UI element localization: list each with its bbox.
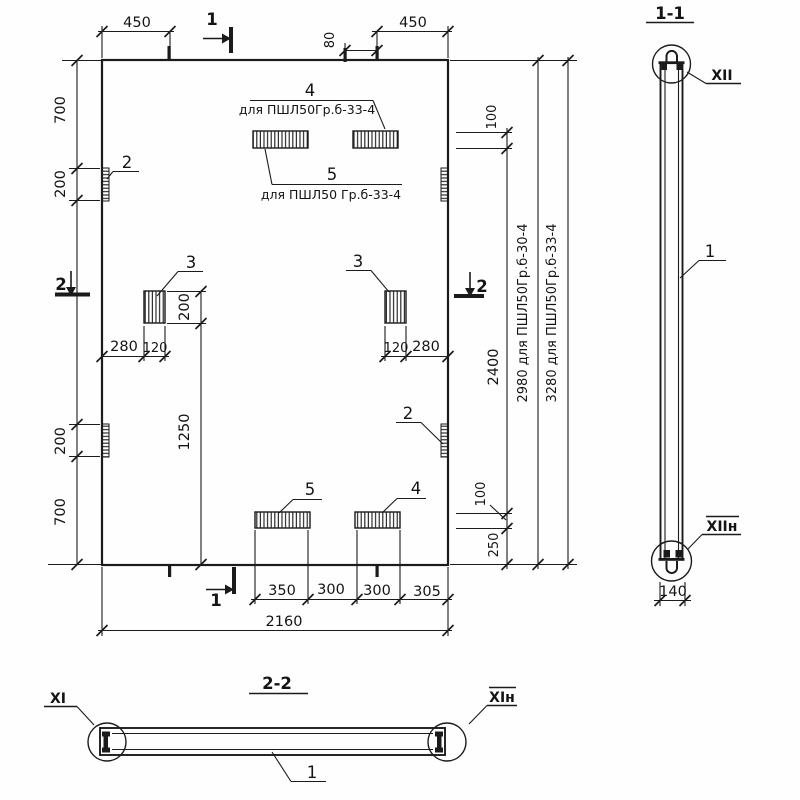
section-1-1-leaders (680, 72, 741, 549)
dim-280-right: 280 (412, 339, 440, 355)
dim-2400: 2400 (486, 348, 502, 386)
section-1-label-bottom: 1 (210, 591, 222, 610)
dim-200-bottom: 200 (53, 427, 69, 455)
dim-80: 80 (323, 31, 338, 49)
dim-305: 305 (413, 584, 441, 600)
node-XIn-label: XIн (489, 690, 515, 706)
item-4-label-top: 4 (304, 81, 316, 100)
dim-200-plate: 200 (177, 293, 193, 321)
dim-1250: 1250 (177, 413, 193, 451)
section-2-label-left: 2 (55, 275, 67, 294)
bar-1-label-s11: 1 (704, 242, 716, 261)
section-2-2-title: 2-2 (262, 674, 292, 693)
dim-300-b: 300 (363, 583, 391, 599)
dim-300-a: 300 (317, 582, 345, 598)
lifting-loop-bottom (667, 561, 678, 573)
dim-450-right: 450 (399, 15, 427, 31)
item-3-label-left: 3 (185, 253, 197, 272)
dim-700-top: 700 (53, 96, 69, 124)
section-1-1-title: 1-1 (655, 4, 685, 23)
dim-140: 140 (659, 584, 687, 600)
detail-circle-XIIn (652, 541, 692, 581)
bar-1-label-s22: 1 (306, 763, 318, 782)
dim-120-right: 120 (383, 341, 409, 356)
item-5-label-top: 5 (326, 165, 338, 184)
section-1-1-labels (655, 4, 737, 600)
dim-700-bottom: 700 (53, 498, 69, 526)
dim-450-left: 450 (123, 15, 151, 31)
item-5-note: для ПШЛ50 Гр.б-33-4 (260, 187, 402, 202)
item-5-label-bottom: 5 (304, 480, 316, 499)
section-2-2-member (100, 728, 445, 755)
dim-2980-note: 2980 для ПШЛ50Гр.б-30-4 (516, 223, 531, 403)
dim-100-bottom: 100 (474, 481, 489, 507)
item-2-label-right: 2 (402, 404, 414, 423)
dim-350: 350 (268, 583, 296, 599)
dim-3280-note: 3280 для ПШЛ50Гр.б-33-4 (545, 223, 560, 403)
item-2-label-top: 2 (121, 153, 133, 172)
lifting-loop-top (667, 51, 678, 62)
dim-200-top: 200 (53, 170, 69, 198)
dim-280-left: 280 (110, 339, 138, 355)
section-2-2 (44, 688, 517, 782)
section-1-label-top: 1 (206, 10, 218, 29)
item-3-label-right: 3 (352, 252, 364, 271)
dim-2160: 2160 (265, 614, 303, 630)
section-2-label-right: 2 (476, 277, 488, 296)
dim-120-left: 120 (142, 341, 168, 356)
node-XI-label: XI (49, 691, 67, 707)
dims-left (48, 55, 101, 570)
item-4-note: для ПШЛ50Гр.б-33-4 (238, 102, 376, 117)
dim-100-top: 100 (485, 104, 500, 130)
node-XIIn-label: XIIн (706, 519, 738, 535)
section-1-1-member (659, 51, 685, 573)
section-mark-1-top (203, 27, 233, 53)
dim-250: 250 (487, 532, 502, 558)
item-4-label-bottom: 4 (410, 479, 422, 498)
node-XII-label: XII (711, 68, 733, 84)
